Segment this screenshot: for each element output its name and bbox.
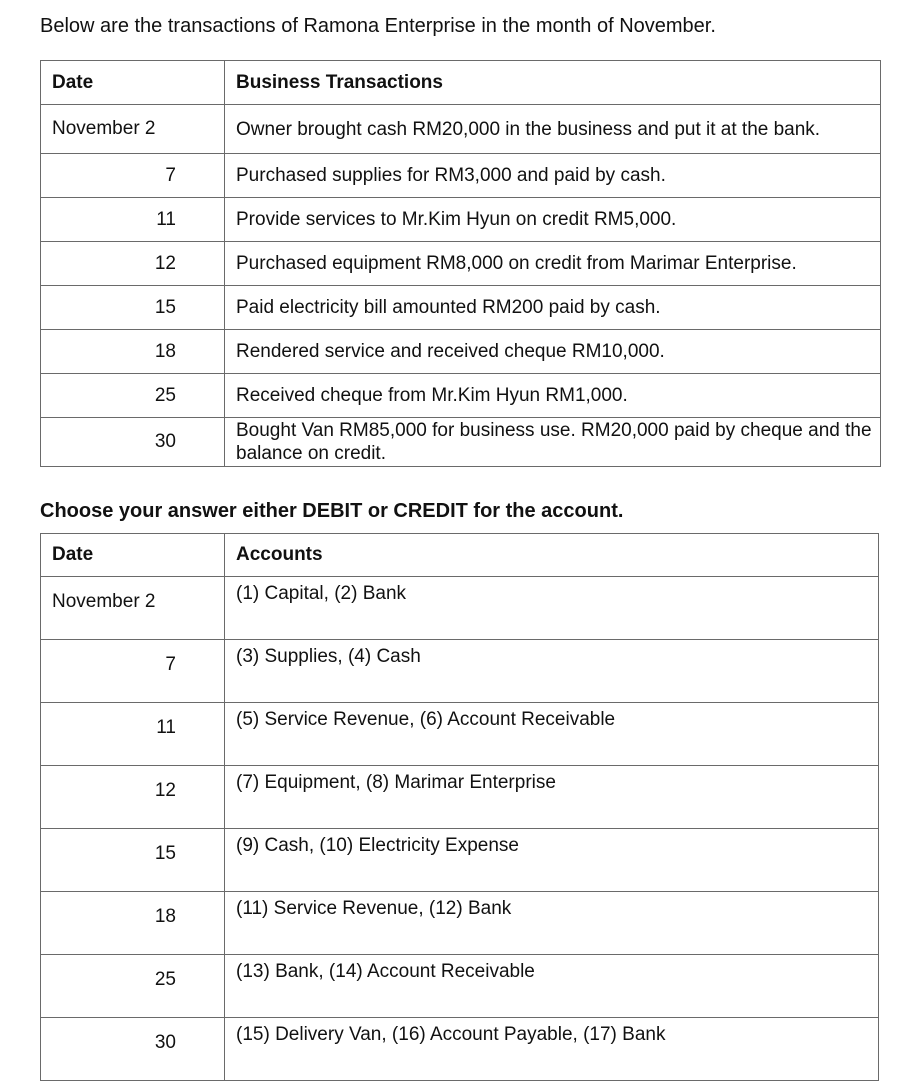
table-row [41,105,881,154]
table-row [41,330,881,374]
table-row [41,418,881,467]
accounts-column-header: Accounts [225,534,879,577]
date-cell: 12 [41,766,225,829]
date-cell: 18 [41,892,225,955]
transaction-cell: Received cheque from Mr.Kim Hyun RM1,000. [225,374,881,418]
date-column-header: Date [41,534,225,577]
transaction-cell: Purchased equipment RM8,000 on credit from Marimar Enterprise. [225,242,881,286]
date-cell: 12 [41,242,225,286]
date-cell: 25 [41,955,225,1018]
date-cell: 11 [41,198,225,242]
transaction-cell: Provide services to Mr.Kim Hyun on credit RM5,000. [225,198,881,242]
table-row [41,577,879,640]
table-header-row [41,534,879,577]
instruction-heading: Choose your answer either DEBIT or CREDIT for the account. [40,500,624,522]
accounts-table [40,533,879,1081]
accounts-cell: (5) Service Revenue, (6) Account Receivable [225,703,879,766]
business-transactions-column-header: Business Transactions [225,61,881,105]
date-cell: November 2 [41,577,225,640]
accounts-cell: (7) Equipment, (8) Marimar Enterprise [225,766,879,829]
table-header-row [41,61,881,105]
date-cell: 30 [41,1018,225,1081]
transaction-cell: Bought Van RM85,000 for business use. RM20,000 paid by cheque and the balance on credit. [225,418,881,467]
accounts-cell: (15) Delivery Van, (16) Account Payable, (17) Bank [225,1018,879,1081]
table-row [41,892,879,955]
table-row [41,374,881,418]
table-row [41,955,879,1018]
date-cell: November 2 [41,105,225,154]
transactions-table [40,60,881,467]
transaction-cell: Owner brought cash RM20,000 in the business and put it at the bank. [225,105,881,154]
table-row [41,703,879,766]
table-row [41,286,881,330]
accounts-cell: (3) Supplies, (4) Cash [225,640,879,703]
date-cell: 18 [41,330,225,374]
accounts-cell: (13) Bank, (14) Account Receivable [225,955,879,1018]
table-row [41,766,879,829]
date-cell: 15 [41,829,225,892]
accounts-cell: (11) Service Revenue, (12) Bank [225,892,879,955]
table-row [41,1018,879,1081]
table-row [41,640,879,703]
date-cell: 7 [41,154,225,198]
transaction-cell: Purchased supplies for RM3,000 and paid by cash. [225,154,881,198]
intro-text: Below are the transactions of Ramona Enterprise in the month of November. [40,15,716,37]
accounts-cell: (1) Capital, (2) Bank [225,577,879,640]
date-cell: 25 [41,374,225,418]
accounts-cell: (9) Cash, (10) Electricity Expense [225,829,879,892]
transaction-cell: Rendered service and received cheque RM10,000. [225,330,881,374]
table-row [41,198,881,242]
date-cell: 15 [41,286,225,330]
date-column-header: Date [41,61,225,105]
table-row [41,154,881,198]
date-cell: 11 [41,703,225,766]
date-cell: 7 [41,640,225,703]
table-row [41,242,881,286]
transaction-cell: Paid electricity bill amounted RM200 paid by cash. [225,286,881,330]
table-row [41,829,879,892]
date-cell: 30 [41,418,225,467]
